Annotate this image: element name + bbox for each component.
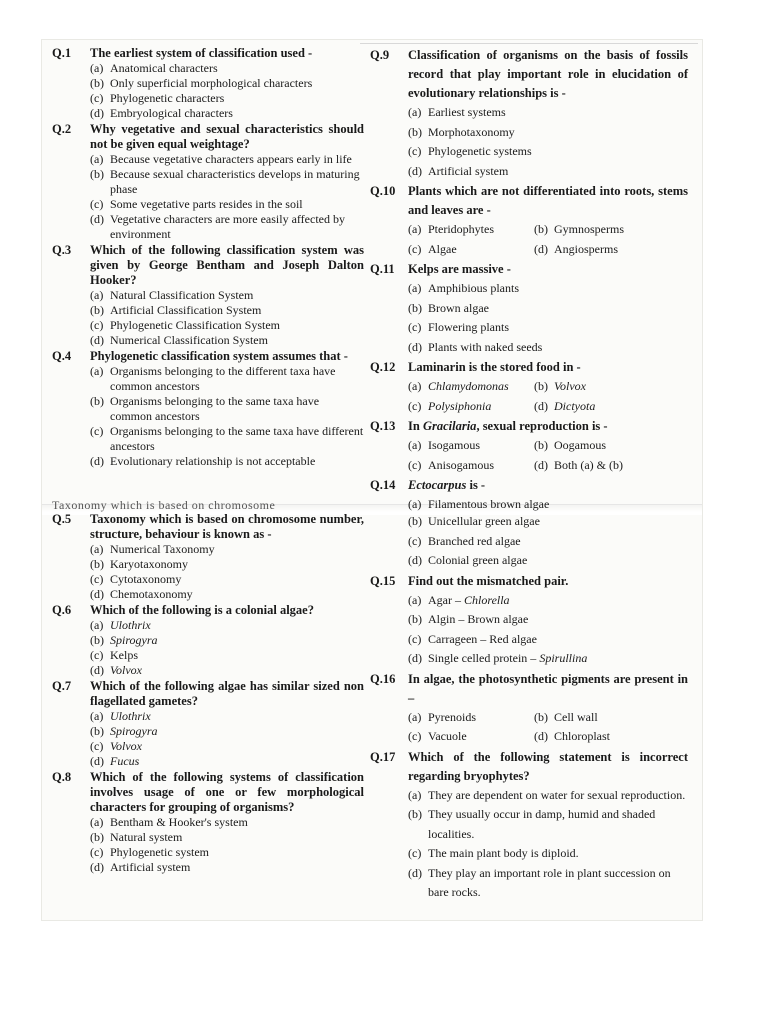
option-item: (a) Filamentous brown algae — [408, 497, 550, 511]
question-number: Q.15 — [370, 573, 396, 588]
cut-off-text — [52, 498, 364, 504]
options-list — [90, 618, 364, 678]
question-item — [370, 417, 688, 475]
option-item: (d) Plants with naked seeds — [408, 339, 543, 354]
options-list — [90, 542, 364, 602]
options-list — [408, 377, 688, 416]
question-stem: Find out the mismatched pair. — [408, 573, 569, 588]
question-item — [370, 476, 688, 515]
option-item: (d) They play an important role in plant succession on bare rocks. — [408, 865, 671, 899]
options-list — [90, 815, 364, 875]
question-item — [370, 512, 688, 571]
option-item: (b) Spirogyra — [90, 633, 158, 647]
question-stem: In algae, the photosynthetic pigments are present in – — [408, 671, 688, 705]
option-item: (c) Volvox — [90, 739, 142, 753]
question-stem: The earliest system of classification used - — [90, 46, 313, 60]
option-item: (d) Chloroplast — [534, 729, 610, 743]
question-stem: Classification of organisms on the basis of fossils record that play important role in elucidation of evolutionary relationships is - — [408, 48, 688, 100]
question-stem: Which of the following is a colonial algae? — [90, 603, 314, 617]
question-item — [370, 260, 688, 357]
option-item: (d) Both (a) & (b) — [534, 457, 623, 472]
question-stem: Ectocarpus is - — [408, 478, 486, 492]
option-item: (b) Unicellular green algae — [408, 514, 540, 528]
options-list — [408, 512, 688, 571]
question-stem: Phylogenetic classification system assumes that - — [90, 349, 348, 363]
question-stem: Which of the following systems of classification involves usage of one or few morphological characters for grouping of organisms? — [90, 770, 364, 814]
options-list — [408, 279, 688, 357]
option-item: (a) Agar – Chlorella — [408, 592, 510, 607]
option-item: (c) Vacuole — [408, 729, 467, 743]
option-item: (b) Oogamous — [534, 438, 606, 452]
option-item: (b) Algin – Brown algae — [408, 612, 529, 626]
question-stem: In Gracilaria, sexual reproduction is - — [408, 419, 608, 433]
question-stem: Which of the following statement is incorrect regarding bryophytes? — [408, 749, 688, 783]
question-number: Q.16 — [370, 671, 396, 686]
question-item — [52, 679, 364, 769]
options-list — [408, 786, 688, 903]
options-list — [408, 220, 688, 259]
question-number: Q.13 — [370, 419, 396, 433]
option-item: (d) Fucus — [90, 754, 140, 768]
question-item — [370, 670, 688, 747]
option-item: (c) Carrageen – Red algae — [408, 631, 537, 646]
options-list — [90, 61, 364, 121]
question-stem: Why vegetative and sexual characteristics should not be given equal weightage? — [90, 122, 364, 151]
options-list — [408, 436, 688, 475]
right-column-bottom — [370, 512, 688, 904]
option-item: (b) Spirogyra — [90, 724, 158, 738]
question-item — [370, 182, 688, 259]
option-item: (c) Flowering plants — [408, 320, 509, 334]
option-item: (d) Volvox — [90, 663, 142, 677]
left-column-top — [52, 46, 364, 470]
question-number: Q.10 — [370, 184, 396, 198]
option-item: (c) Branched red algae — [408, 533, 521, 548]
question-item — [370, 748, 688, 903]
option-item: (a) Chlamydomonas — [408, 379, 509, 393]
question-stem: Which of the following algae has similar sized non flagellated gametes? — [90, 679, 364, 708]
option-item: (c) Kelps — [90, 648, 138, 662]
option-item: (d) Dictyota — [534, 398, 596, 413]
option-item: (c) Organisms belonging to the same taxa have different ancestors — [90, 424, 364, 453]
option-item: (a) Natural Classification System — [90, 288, 254, 302]
question-item — [52, 46, 364, 121]
option-item: (a) Pteridophytes — [408, 222, 494, 236]
option-item: (b) Natural system — [90, 830, 183, 844]
option-item: (a) Ulothrix — [90, 709, 151, 723]
question-number: Q.1 — [52, 46, 72, 60]
question-number: Q.6 — [52, 603, 72, 617]
options-list — [90, 152, 364, 242]
options-list — [90, 288, 364, 348]
options-list — [408, 103, 688, 181]
option-item: (b) Gymnosperms — [534, 222, 624, 236]
question-stem: Plants which are not differentiated into roots, stems and leaves are - — [408, 184, 688, 217]
question-item — [370, 46, 688, 181]
question-item — [52, 770, 364, 875]
question-item — [52, 122, 364, 242]
option-item: (a) Isogamous — [408, 438, 480, 452]
option-item: (a) Earliest systems — [408, 105, 506, 119]
question-number: Q.11 — [370, 262, 395, 276]
option-item: (d) Artificial system — [408, 163, 509, 178]
option-item: (d) Numerical Classification System — [90, 333, 268, 347]
question-stem: Laminarin is the stored food in - — [408, 360, 581, 374]
option-item: (d) Chemotaxonomy — [90, 587, 193, 601]
option-item: (c) Phylogenetic Classification System — [90, 318, 280, 332]
question-number: Q.3 — [52, 243, 72, 257]
option-item: (c) Algae — [408, 241, 457, 256]
question-item — [52, 243, 364, 348]
question-number: Q.7 — [52, 679, 72, 693]
options-list — [408, 591, 688, 669]
question-number: Q.14 — [370, 478, 396, 492]
option-item: (c) Polysiphonia — [408, 398, 492, 413]
option-item: (b) Artificial Classification System — [90, 303, 262, 317]
options-list — [408, 708, 688, 747]
question-number: Q.5 — [52, 512, 72, 526]
option-item: (c) Phylogenetic systems — [408, 144, 532, 158]
option-item: (c) The main plant body is diploid. — [408, 846, 579, 860]
option-item: (a) Organisms belonging to the different taxa have common ancestors — [90, 364, 336, 393]
option-item: (d) Vegetative characters are more easily affected by environment — [90, 212, 345, 241]
options-list — [90, 709, 364, 769]
question-number: Q.9 — [370, 48, 390, 62]
question-stem: Which of the following classification system was given by George Bentham and Joseph Dalton Hooker? — [90, 243, 364, 287]
option-item: (b) Volvox — [534, 379, 586, 393]
option-item: (b) Only superficial morphological characters — [90, 76, 313, 90]
option-item: (c) Cytotaxonomy — [90, 572, 182, 586]
option-item: (d) Single celled protein – Spirullina — [408, 651, 588, 665]
question-item — [52, 512, 364, 602]
question-item — [370, 572, 688, 669]
question-number: Q.17 — [370, 749, 396, 764]
option-item: (b) Brown algae — [408, 300, 489, 315]
right-column-top — [370, 46, 688, 516]
option-item: (b) They usually occur in damp, humid and shaded localities. — [408, 807, 656, 841]
left-column-bottom — [52, 512, 364, 876]
option-item: (d) Evolutionary relationship is not acceptable — [90, 454, 316, 468]
option-item: (c) Phylogenetic characters — [90, 91, 225, 105]
option-item: (b) Karyotaxonomy — [90, 557, 188, 571]
option-item: (a) Bentham & Hooker's system — [90, 815, 248, 829]
option-item: (b) Morphotaxonomy — [408, 124, 515, 139]
option-item: (c) Anisogamous — [408, 457, 494, 472]
option-item: (c) Some vegetative parts resides in the soil — [90, 197, 303, 211]
option-item: (d) Embryological characters — [90, 106, 233, 120]
option-item: (d) Colonial green algae — [408, 553, 528, 567]
question-stem: Kelps are massive - — [408, 262, 511, 276]
option-item: (a) Numerical Taxonomy — [90, 542, 215, 556]
option-item: (a) Amphibious plants — [408, 281, 520, 295]
option-item: (b) Because sexual characteristics develops in maturing phase — [90, 167, 360, 196]
option-item: (a) Anatomical characters — [90, 61, 218, 75]
option-item: (a) They are dependent on water for sexual reproduction. — [408, 787, 686, 802]
options-list — [90, 364, 364, 469]
option-item: (a) Pyrenoids — [408, 709, 476, 724]
option-item: (d) Angiosperms — [534, 241, 618, 256]
question-number: Q.8 — [52, 770, 72, 784]
option-item: (d) Artificial system — [90, 860, 191, 874]
question-number: Q.12 — [370, 360, 396, 374]
question-item — [370, 358, 688, 416]
question-stem: Taxonomy which is based on chromosome number, structure, behaviour is known as - — [90, 512, 364, 541]
option-item: (c) Phylogenetic system — [90, 845, 209, 859]
option-item: (b) Organisms belonging to the same taxa have common ancestors — [90, 394, 320, 423]
option-item: (a) Because vegetative characters appears early in life — [90, 152, 352, 166]
option-item: (a) Ulothrix — [90, 618, 151, 632]
option-item: (b) Cell wall — [534, 709, 598, 724]
question-item — [52, 349, 364, 469]
question-number: Q.4 — [52, 349, 72, 363]
question-item — [52, 603, 364, 678]
question-number: Q.2 — [52, 122, 72, 136]
top-rule — [360, 43, 698, 44]
